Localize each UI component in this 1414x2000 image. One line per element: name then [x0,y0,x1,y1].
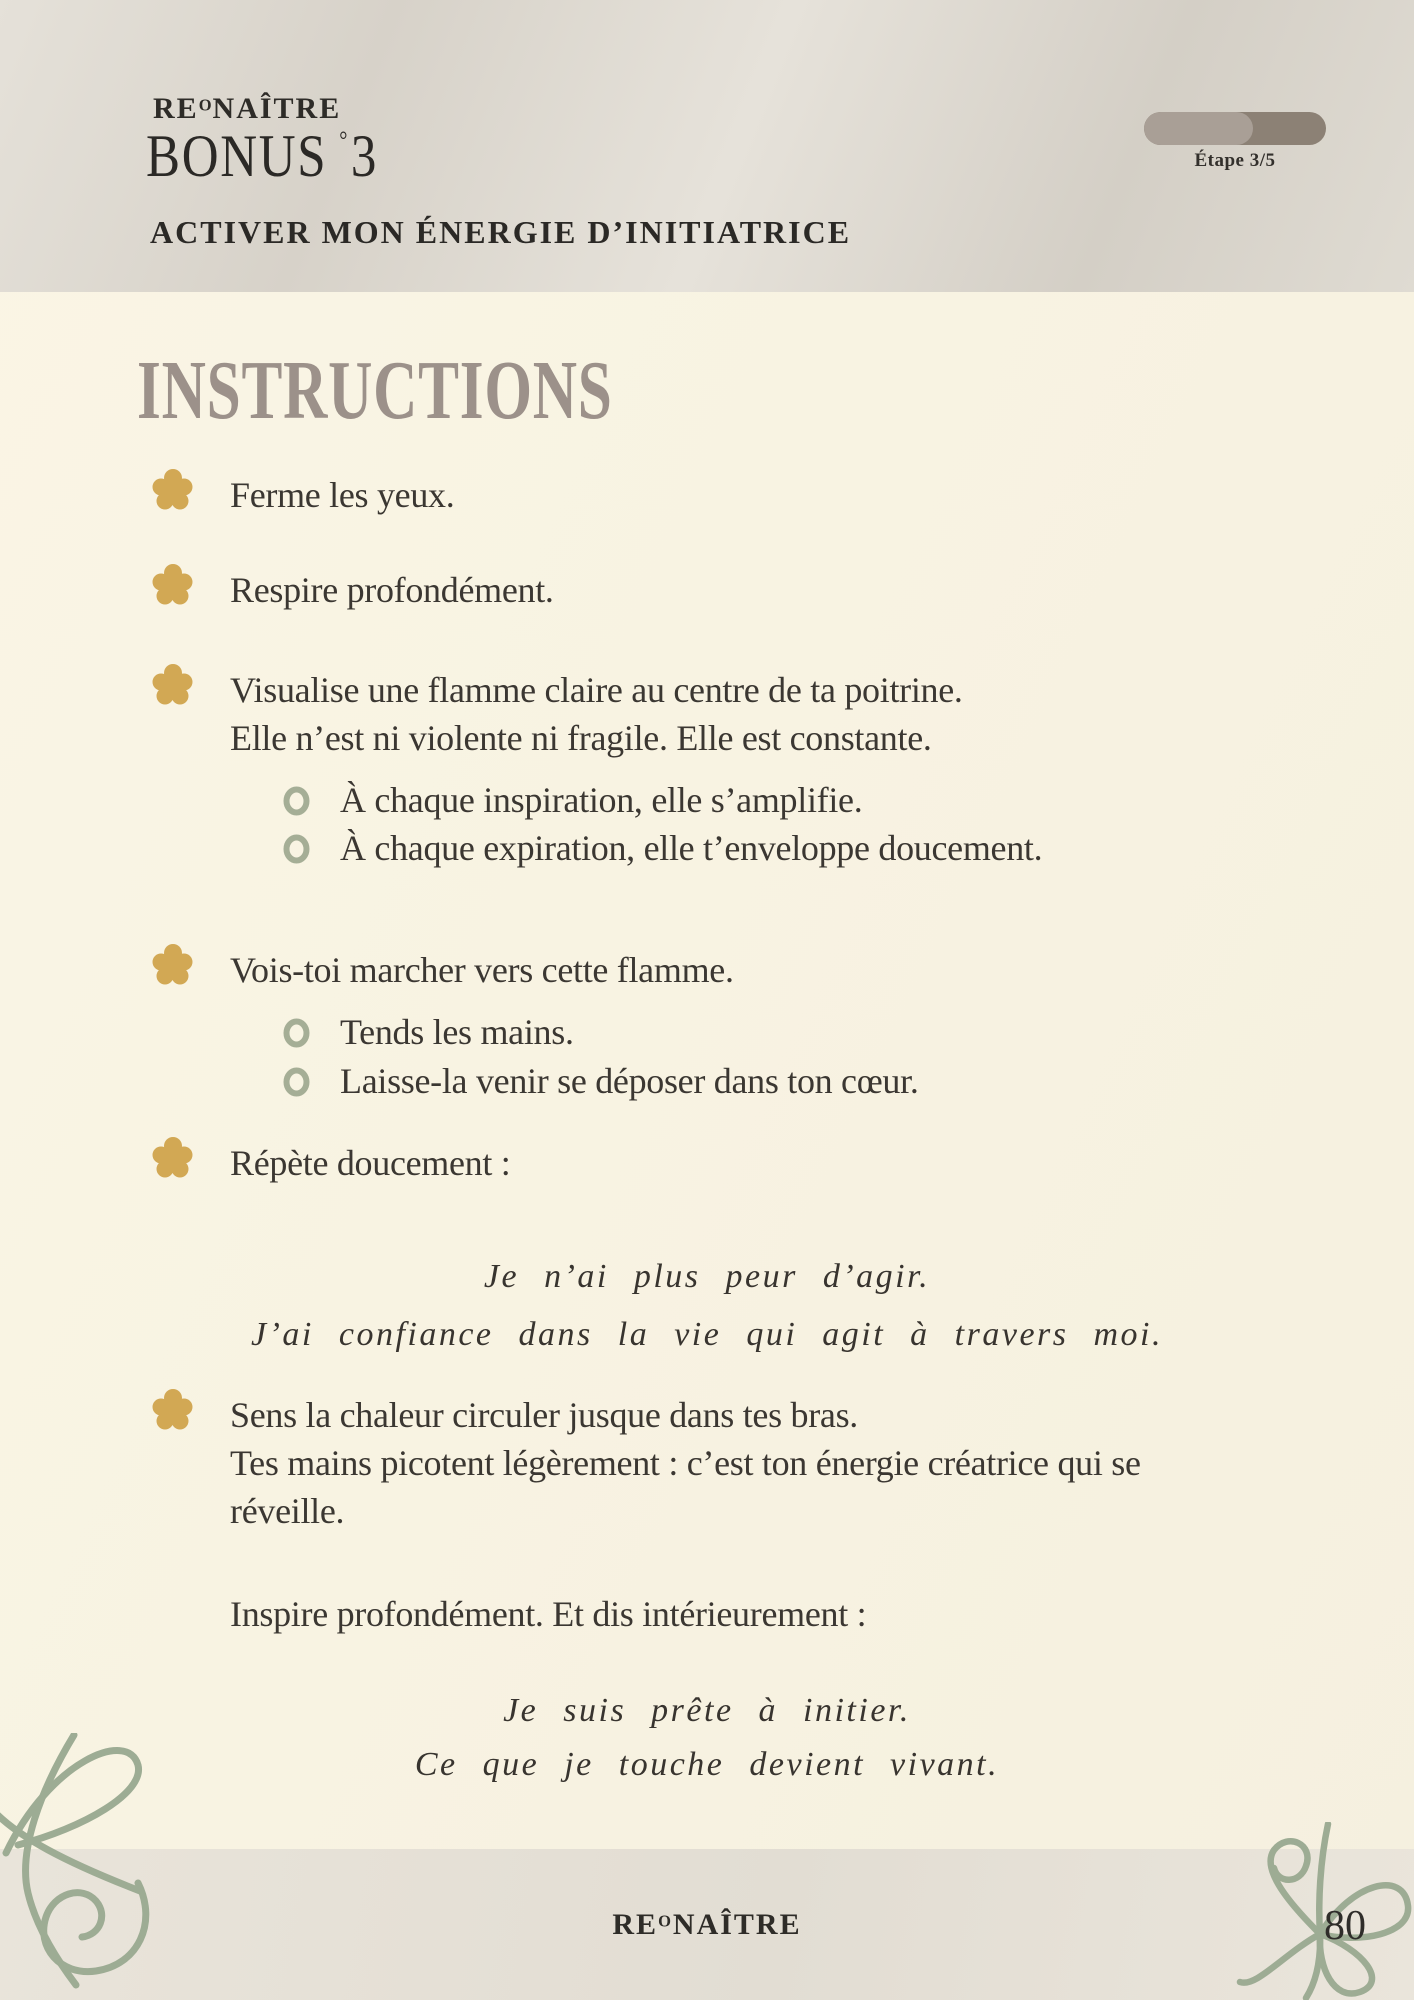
ring-bullet-icon [283,786,310,816]
quote-line: Ce que je touche devient vivant. [414,1746,1000,1783]
affirmation-quote [0,1684,1414,1792]
page-subtitle: ACTIVER MON ÉNERGIE D’INITIATRICE [150,214,852,250]
title-number: 3 [350,123,379,189]
progress-step-label: Étape 3/5 [1194,150,1276,171]
ring-bullet-icon [283,834,310,864]
step-text: Elle n’est ni violente ni fragile. Elle est constante. [230,718,932,758]
instruction-step [230,1590,1290,1638]
ring-bullet-icon [283,1018,310,1048]
progress-fill [1144,112,1253,145]
flower-bullet-icon [152,1388,194,1434]
brand-superscript: O [198,95,213,115]
title-word: BONUS [146,123,328,189]
quote-line: Je suis prête à initier. [503,1692,911,1729]
step-text: Répète doucement : [230,1143,511,1183]
footer-brand [0,1908,1414,1942]
instruction-step [230,946,1290,994]
affirmation-quote [0,1248,1414,1364]
title-degree-mark: ° [339,128,350,155]
quote-line: Je n’ai plus peur d’agir. [483,1258,931,1295]
instruction-substep [340,824,1290,872]
step-text: Tes mains picotent légèrement : c’est ton énergie créatrice qui se [230,1443,1141,1483]
instruction-substep [340,1057,1290,1105]
step-text: Inspire profondément. Et dis intérieurement : [230,1594,867,1634]
ring-bullet-icon [283,1067,310,1097]
step-text: Vois-toi marcher vers cette flamme. [230,950,734,990]
brand-text: RE [153,92,199,125]
progress-bar [1144,112,1326,145]
instruction-step [230,1139,1290,1187]
instruction-substep [340,776,1290,824]
step-text: Laisse-la venir se déposer dans ton cœur. [340,1061,919,1101]
step-text: Tends les mains. [340,1012,574,1052]
brand-text-2: NAÎTRE [212,92,342,125]
step-text: Respire profondément. [230,570,554,610]
flower-bullet-icon [152,663,194,709]
instruction-step [230,1391,1290,1535]
quote-line: J’ai confiance dans la vie qui agit à travers moi. [251,1316,1163,1353]
instruction-step [230,666,1290,762]
flower-bullet-icon [152,563,194,609]
brand-text: RE [612,1908,659,1941]
brand-superscript: O [658,1911,673,1931]
flower-bullet-icon [152,943,194,989]
brand-text-2: NAÎTRE [672,1908,802,1941]
flower-bullet-icon [152,468,194,514]
step-text: Sens la chaleur circuler jusque dans tes bras. [230,1395,858,1435]
step-text: À chaque expiration, elle t’enveloppe doucement. [340,828,1043,868]
step-text: À chaque inspiration, elle s’amplifie. [340,780,863,820]
instruction-step [230,566,1290,614]
flower-bullet-icon [152,1136,194,1182]
instruction-substep [340,1008,1290,1056]
header [0,0,1414,292]
section-heading: INSTRUCTIONS [137,344,613,437]
page-title [146,122,378,191]
brand-logo [153,92,341,126]
step-text: réveille. [230,1491,345,1531]
instruction-step [230,471,1290,519]
page-number: 80 [1324,1903,1366,1949]
step-text: Ferme les yeux. [230,475,455,515]
step-text: Visualise une flamme claire au centre de ta poitrine. [230,670,963,710]
